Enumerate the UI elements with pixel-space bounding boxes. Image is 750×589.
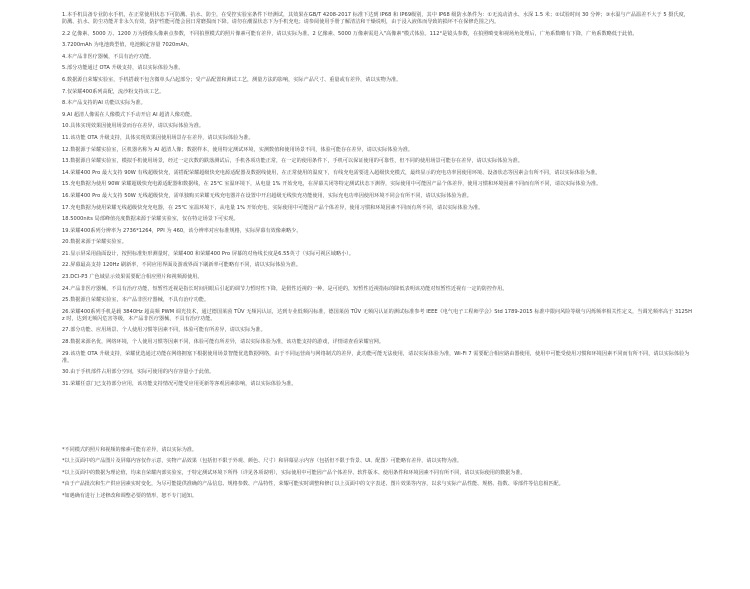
footnote-item: 10.具体实现效果因使用场景而存在差异，请以实际体验为准。 <box>62 123 204 130</box>
footnote-item: 17.充电数据为使用荣耀无线超级快充充电器，在 25℃ 室温环境下，从电量 1% 开始充电，实际使用中可能因产品个体差异，使用习惯和环境因素不同而有所不同，请以实际体验为准。 <box>62 204 484 211</box>
disclaimer-item: *由于产品批次和生产供应因素实时变化，为尽可能提供准确的产品信息、规格参数、产品特性，荣耀可能实时调整和修订以上页面中的文字表述、图片效果等内容，以求与实际产品性能、规格、指数、零部件等信息相匹配。 <box>62 481 564 488</box>
footnote-item: 8.本产品支持的AI 功能以实际为准。 <box>62 100 146 107</box>
footnote-item: 22.屏幕最高支持 120Hz 刷新率，不同应用界面及游戏界面下刷新率可能略有不同，请以实际体验为准。 <box>62 262 301 269</box>
footnote-item: 31.荣耀任意门已支持部分应用，该功能支持情况可能受应用更新等客观因素影响，请以实际体验为准。 <box>62 380 297 387</box>
footnote-list <box>62 12 694 392</box>
footnote-item: 11.该功能 OTA 升级支持，具体实现效果因使用场景存在差异，请以实际体验为准。 <box>62 134 254 141</box>
footnote-item: 28.数据来源名优，网络环境，个人使用习惯等因素不同，体验可能有所差异，请以实际体验为准，该功能支持的游戏，详情请查看荣耀官网。 <box>62 339 385 346</box>
disclaimer-list <box>62 447 694 504</box>
footnote-item: 14.荣耀400 Pro 最大支持 90W 有线超级快充，需搭配荣耀超级快充电源适配器及数据线使用，在正常使用的温度下，有线充电需要进入超级快充模式，最终显示的充电功率因使用环境、设备状态等因素会有所不同，请以实际体验为准。 <box>62 169 601 176</box>
disclaimer-item: *以上页面中的产品图片及屏幕内容仅作示意，实物产品效果（包括但不限于外观、颜色、尺寸）和屏幕显示内容（包括但不限于背景、UI、配图）可能略有差异，请以实物为准。 <box>62 458 463 465</box>
disclaimer-item: *以上页面中的数据为理论值，均来自荣耀内部实验室，于特定测试环境下所得（详见各项说明），实际使用中可能因产品个体差异、软件版本、使用条件和环境因素不同有所不同，请以实际使用的数据为准。 <box>62 469 526 476</box>
footnote-item: 3.7200mAh 为电池典型值，电池额定容量 7020mAh。 <box>62 42 193 49</box>
footnote-item: 18.5000nits 局部峰值亮度数据来源于荣耀实验室，仅在特定场景下可实现。 <box>62 216 239 223</box>
footnote-item: 15.充电数据为使用 90W 荣耀超级快充电源适配器和数据线，在 25℃ 室温环境下，从电量 1% 开始充电，在屏幕关闭等特定测试状态下测得，实际使用中可能因产品个体差异，使用习惯和环境因素不同而有所不同，请以实际体验为准。 <box>62 181 602 188</box>
footnote-item: 30.由于手机部件占用部分空间，实际可使用的内存容量小于此值。 <box>62 369 215 376</box>
footnote-item: 27.部分功能、应用场景、个人使用习惯等因素不同，体验可能有所差异，请以实际为准。 <box>62 327 266 334</box>
footnote-item: 1.本手机具备专业防水手机，在正常使用状态下可防溅、抗水、防尘，在受控实验室条件下经测试，其效果在GB/T 4208-2017 标准下达到 IP68 和 IP69级别，其中 IP68 级防水条件为：①无流动清水、水深 1.5 米；②试验时间 30 分钟；③水温与产品温差不大于 5 摄氏度，防溅、抗水、防尘功能并非永久有效，防护性能可能会因日常磨损而下降。请勿在潮湿状态下为手机充电；请参阅使用手册了解清洁和干燥说明，由于浸入液体而导致的损坏不在保修范围之内。 <box>62 12 689 25</box>
footnote-item: 20.数据来源于荣耀实验室。 <box>62 239 127 246</box>
footnote-item: 2.2 亿像素、5000 万、1200 万为摄像头像素点参数，不同拍照模式的照片像素可能有差异，请以实际为准。2 亿像素、5000 万像素需进入"高像素"模式体验。112°是镜头参数，在拍照畸变和视场角处理后，广角系数略有下降，广角系数略低于此值。 <box>62 30 638 37</box>
disclaimer-item: *如遇确有进行上述修改和调整必要的情形，恕不专门通知。 <box>62 492 197 499</box>
footnote-item: 16.荣耀400 Pro 最大支持 50W 无线超级快充，需单独购买荣耀无线充电器并在设置中开启超级无线快充功能使用，实际充电功率因使用环境不同会有所不同，请以实际体验为准。 <box>62 192 472 199</box>
disclaimer-item: *不同模式的照片和视频的像素可能有差异，请以实际为准。 <box>62 447 197 453</box>
footnote-item: 19.荣耀400系列分辨率为 2736*1264，PPI 为 460，该分辨率对应标准规格，实际屏幕有效像素略少。 <box>62 227 302 234</box>
footnote-item: 23.DCI-P3 广色域显示效果需要配合相应照片和视频源使用。 <box>62 274 203 281</box>
footnote-item: 24.产品非医疗器械，不具有治疗功能，短暂性近视是指长时间用眼后引起的调节力暂时性下降，是假性近视的一种，是可逆的，短暂性近视指标的降低表明该功能对短暂性近视有一定的防控作用。 <box>62 285 508 292</box>
footnote-item: 9.AI 超清人像需在人像模式下手动开启 AI 超清人像功能。 <box>62 111 196 118</box>
footnote-item: 26.荣耀400系列手机是载 3840Hz 超高频 PWM 调光技术，通过德国莱茵 TÜV 无频闪认证，达到专业低频闪标准，德国莱茵 TÜV 无频闪认证的测试标准参考 IEEE《电气电子工程师学会》Std 1789-2015 标准中限问风险等级与闪烁频率相关性定义，当调光频率高于 3125Hz 时，达到无频闪危害等级，本产品非医疗器械，不具有治疗功能。 <box>62 308 692 322</box>
footnote-item: 25.数据源自荣耀实验室，本产品非医疗器械，不具有治疗功能。 <box>62 297 210 304</box>
footnote-item: 7.仅荣耀400系列高配，流沙粉支持该工艺。 <box>62 88 165 95</box>
footnote-item: 21.显示屏采用曲面设计，按照标准矩形测量时，荣耀400 和荣耀400 Pro 屏幕的对角线长度是6.55英寸（实际可视区域略小）。 <box>62 250 354 257</box>
footnote-item: 4.本产品非医疗器械，不具有治疗功能。 <box>62 53 155 60</box>
footnote-item: 5.部分功能通过 OTA 升级支持，请以实际体验为准。 <box>62 65 184 72</box>
footnote-item: 13.数据源自荣耀实验室，模拟手机使用场景，经过一定次数的跌落测试后，手机各项功能正常，在一定的使用条件下，手机可以保证使用的可靠性，但不同的使用场景可能存在差异，请以实际体验为准。 <box>62 158 523 165</box>
footnote-item: 6.数据源自荣耀实验室，手机搭载不包含微单头凸起部分；受产品配置和测试工艺，测量方法的影响，实际产品尺寸、重量或有差异，请以实物为准。 <box>62 76 402 83</box>
footnote-item: 12.数据源于荣耀实验室，区机器名称为 AI 超清人像；数据样本，使用特定测试环境，实测数值和使用场景不同，体验可能存在差异，请以实际体验为准。 <box>62 146 414 153</box>
footnote-item: 29.该功能 OTA 升级支持，荣耀优选通过功能在网络拥塞下根据使用场景智能优选数据网络，由于不同运营商与网络制式的差异，此功能可能无法使用，请以实际体验为准，Wi-Fi 7 需要配合相应路由器使用，使用中可能受使用习惯和环境因素不同而有所不同，请以实际体验为准。 <box>62 350 690 364</box>
